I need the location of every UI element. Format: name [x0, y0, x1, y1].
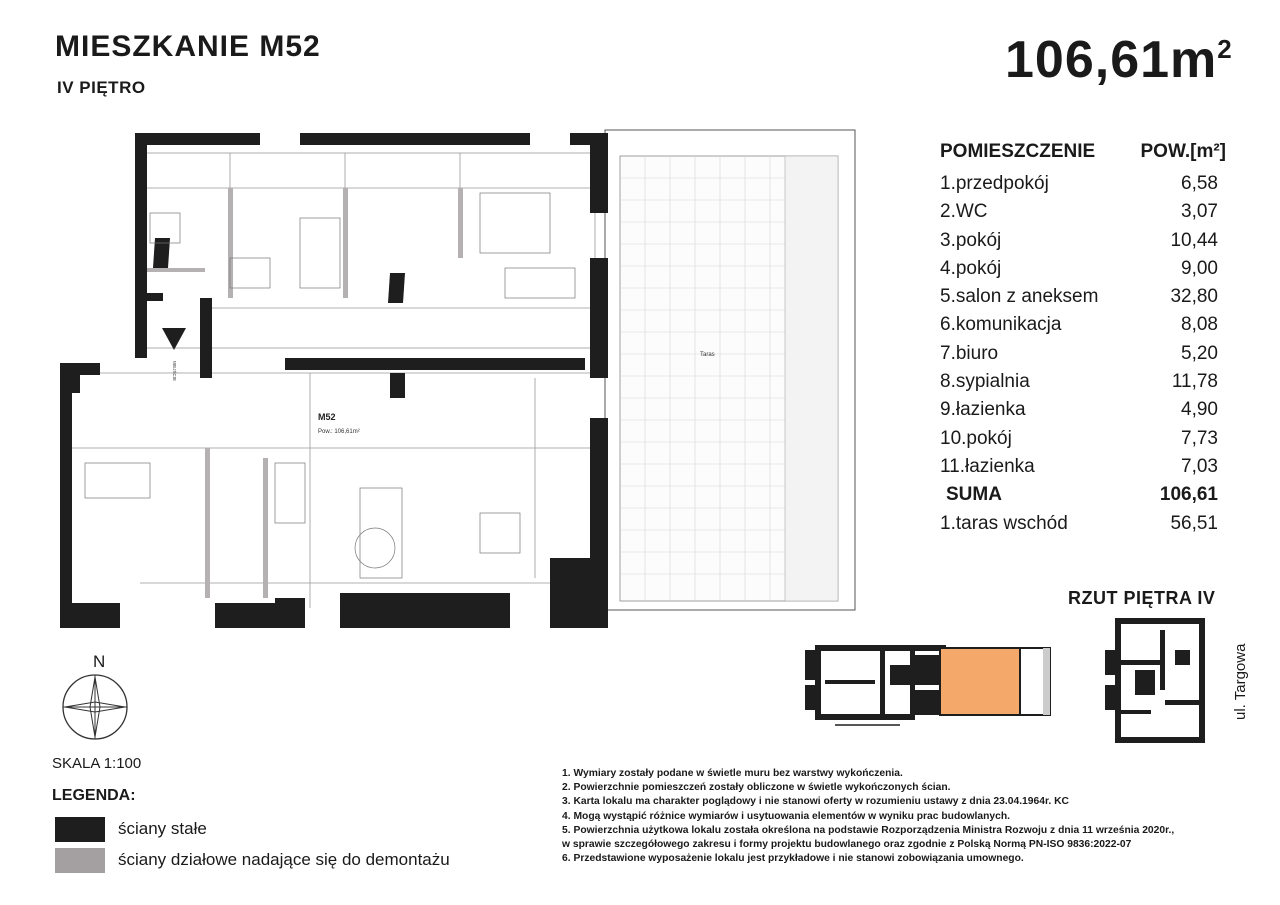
room-area: 6,58 [1181, 173, 1218, 194]
area-unit-sup: 2 [1217, 34, 1233, 64]
table-row [940, 371, 1230, 399]
room-name: 6.komunikacja [940, 314, 1062, 336]
key-plan-title: RZUT PIĘTRA IV [1068, 588, 1216, 608]
key-plan-side [1105, 610, 1215, 750]
room-area: 5,20 [1181, 342, 1218, 364]
scale-label: SKALA 1:100 [52, 755, 142, 772]
room-area: 10,44 [1170, 229, 1218, 251]
room-name: 7.biuro [940, 342, 999, 364]
note-line: 1. Wymiary zostały podane w świetle muru bez warstwy wykończenia. [562, 768, 903, 779]
legend-label-partition-wall: ściany działowe nadające się do demontażu [118, 850, 450, 869]
apartment-area [1005, 30, 1233, 90]
key-plan-map [805, 620, 1060, 730]
floor-plan [50, 118, 870, 638]
room-area: 7,03 [1181, 455, 1218, 477]
street-label: ul. Targowa [1232, 643, 1249, 720]
room-name: 2.WC [940, 201, 988, 223]
terrace-label: Taras [700, 352, 715, 358]
room-area: 7,73 [1181, 427, 1218, 449]
col-area: POW.[m²] [1140, 141, 1226, 162]
table-row [940, 456, 1230, 484]
table-row [940, 230, 1230, 258]
room-name: 9.łazienka [940, 399, 1026, 421]
room-name: 11.łazienka [940, 455, 1035, 477]
col-room: POMIESZCZENIE [940, 141, 1096, 162]
legend-label-bearing-wall: ściany stałe [118, 819, 207, 838]
room-area: 4,90 [1181, 399, 1218, 421]
table-row [940, 428, 1230, 456]
room-area: 9,00 [1181, 257, 1218, 279]
note-line: 6. Przedstawione wyposażenie lokalu jest przykładowe i nie stanowi zobowiązania umownego. [562, 853, 1024, 865]
room-area: 32,80 [1170, 286, 1218, 308]
compass-icon [60, 672, 130, 742]
room-area: 8,08 [1181, 314, 1218, 336]
plan-apt-label: M52 [318, 412, 336, 422]
notes [562, 767, 1262, 866]
table-row [940, 399, 1230, 427]
sum-row [940, 484, 1230, 512]
table-row [940, 343, 1230, 371]
room-name: 3.pokój [940, 229, 1002, 251]
note-line: w sprawie szczegółowego zakresu i formy projektu budowlanego oraz zgodnie z Polską Normą PN-ISO 9836:2022-07 [562, 839, 1132, 851]
room-name: 10.pokój [940, 427, 1012, 449]
sum-value: 106,61 [1159, 484, 1218, 506]
table-row [940, 286, 1230, 314]
sum-label: SUMA [946, 484, 1002, 506]
rooms-table [940, 141, 1230, 541]
north-label: N [93, 652, 106, 671]
area-value: 106,61m [1005, 31, 1218, 89]
terrace [605, 130, 855, 610]
entry-label: WEJŚCIE [172, 361, 177, 382]
note-line: 2. Powierzchnie pomieszczeń zostały obliczone w świetle wykończonych ścian. [562, 782, 951, 794]
terrace-name: 1.taras wschód [940, 512, 1068, 534]
table-row [940, 201, 1230, 229]
terrace-area: 56,51 [1170, 512, 1218, 534]
entry-arrow-icon [162, 328, 186, 350]
table-row [940, 173, 1230, 201]
room-area: 11,78 [1171, 371, 1218, 393]
room-area: 3,07 [1181, 201, 1218, 223]
key-plan-highlight [940, 648, 1020, 715]
room-name: 1.przedpokój [940, 173, 1049, 194]
room-name: 8.sypialnia [940, 371, 1030, 393]
terrace-row [940, 513, 1230, 541]
note-line: 5. Powierzchnia użytkowa lokalu została określona na podstawie Rozporządzenia Ministra Rozwoju z dnia 11 września 2020r., [562, 824, 1175, 836]
apartment-title: MIESZKANIE M52 [55, 30, 321, 63]
plan-apt-area: Pow.: 106,61m² [318, 429, 360, 435]
room-name: 4.pokój [940, 257, 1002, 279]
legend-title: LEGENDA: [52, 787, 136, 804]
room-name: 5.salon z aneksem [940, 286, 1099, 308]
legend-swatch-bearing-wall [55, 817, 105, 842]
table-row [940, 258, 1230, 286]
table-row [940, 314, 1230, 342]
floor-label: IV PIĘTRO [57, 78, 146, 97]
rooms-table-header [940, 141, 1230, 173]
note-line: 4. Mogą wystąpić różnice wymiarów i usytuowania elementów w wyniku prac budowlanych. [562, 810, 1011, 822]
note-line: 3. Karta lokalu ma charakter poglądowy i nie stanowi oferty w rozumieniu ustawy z dnia 23.04.1964r. KC [562, 796, 1069, 808]
legend-swatch-partition-wall [55, 848, 105, 873]
